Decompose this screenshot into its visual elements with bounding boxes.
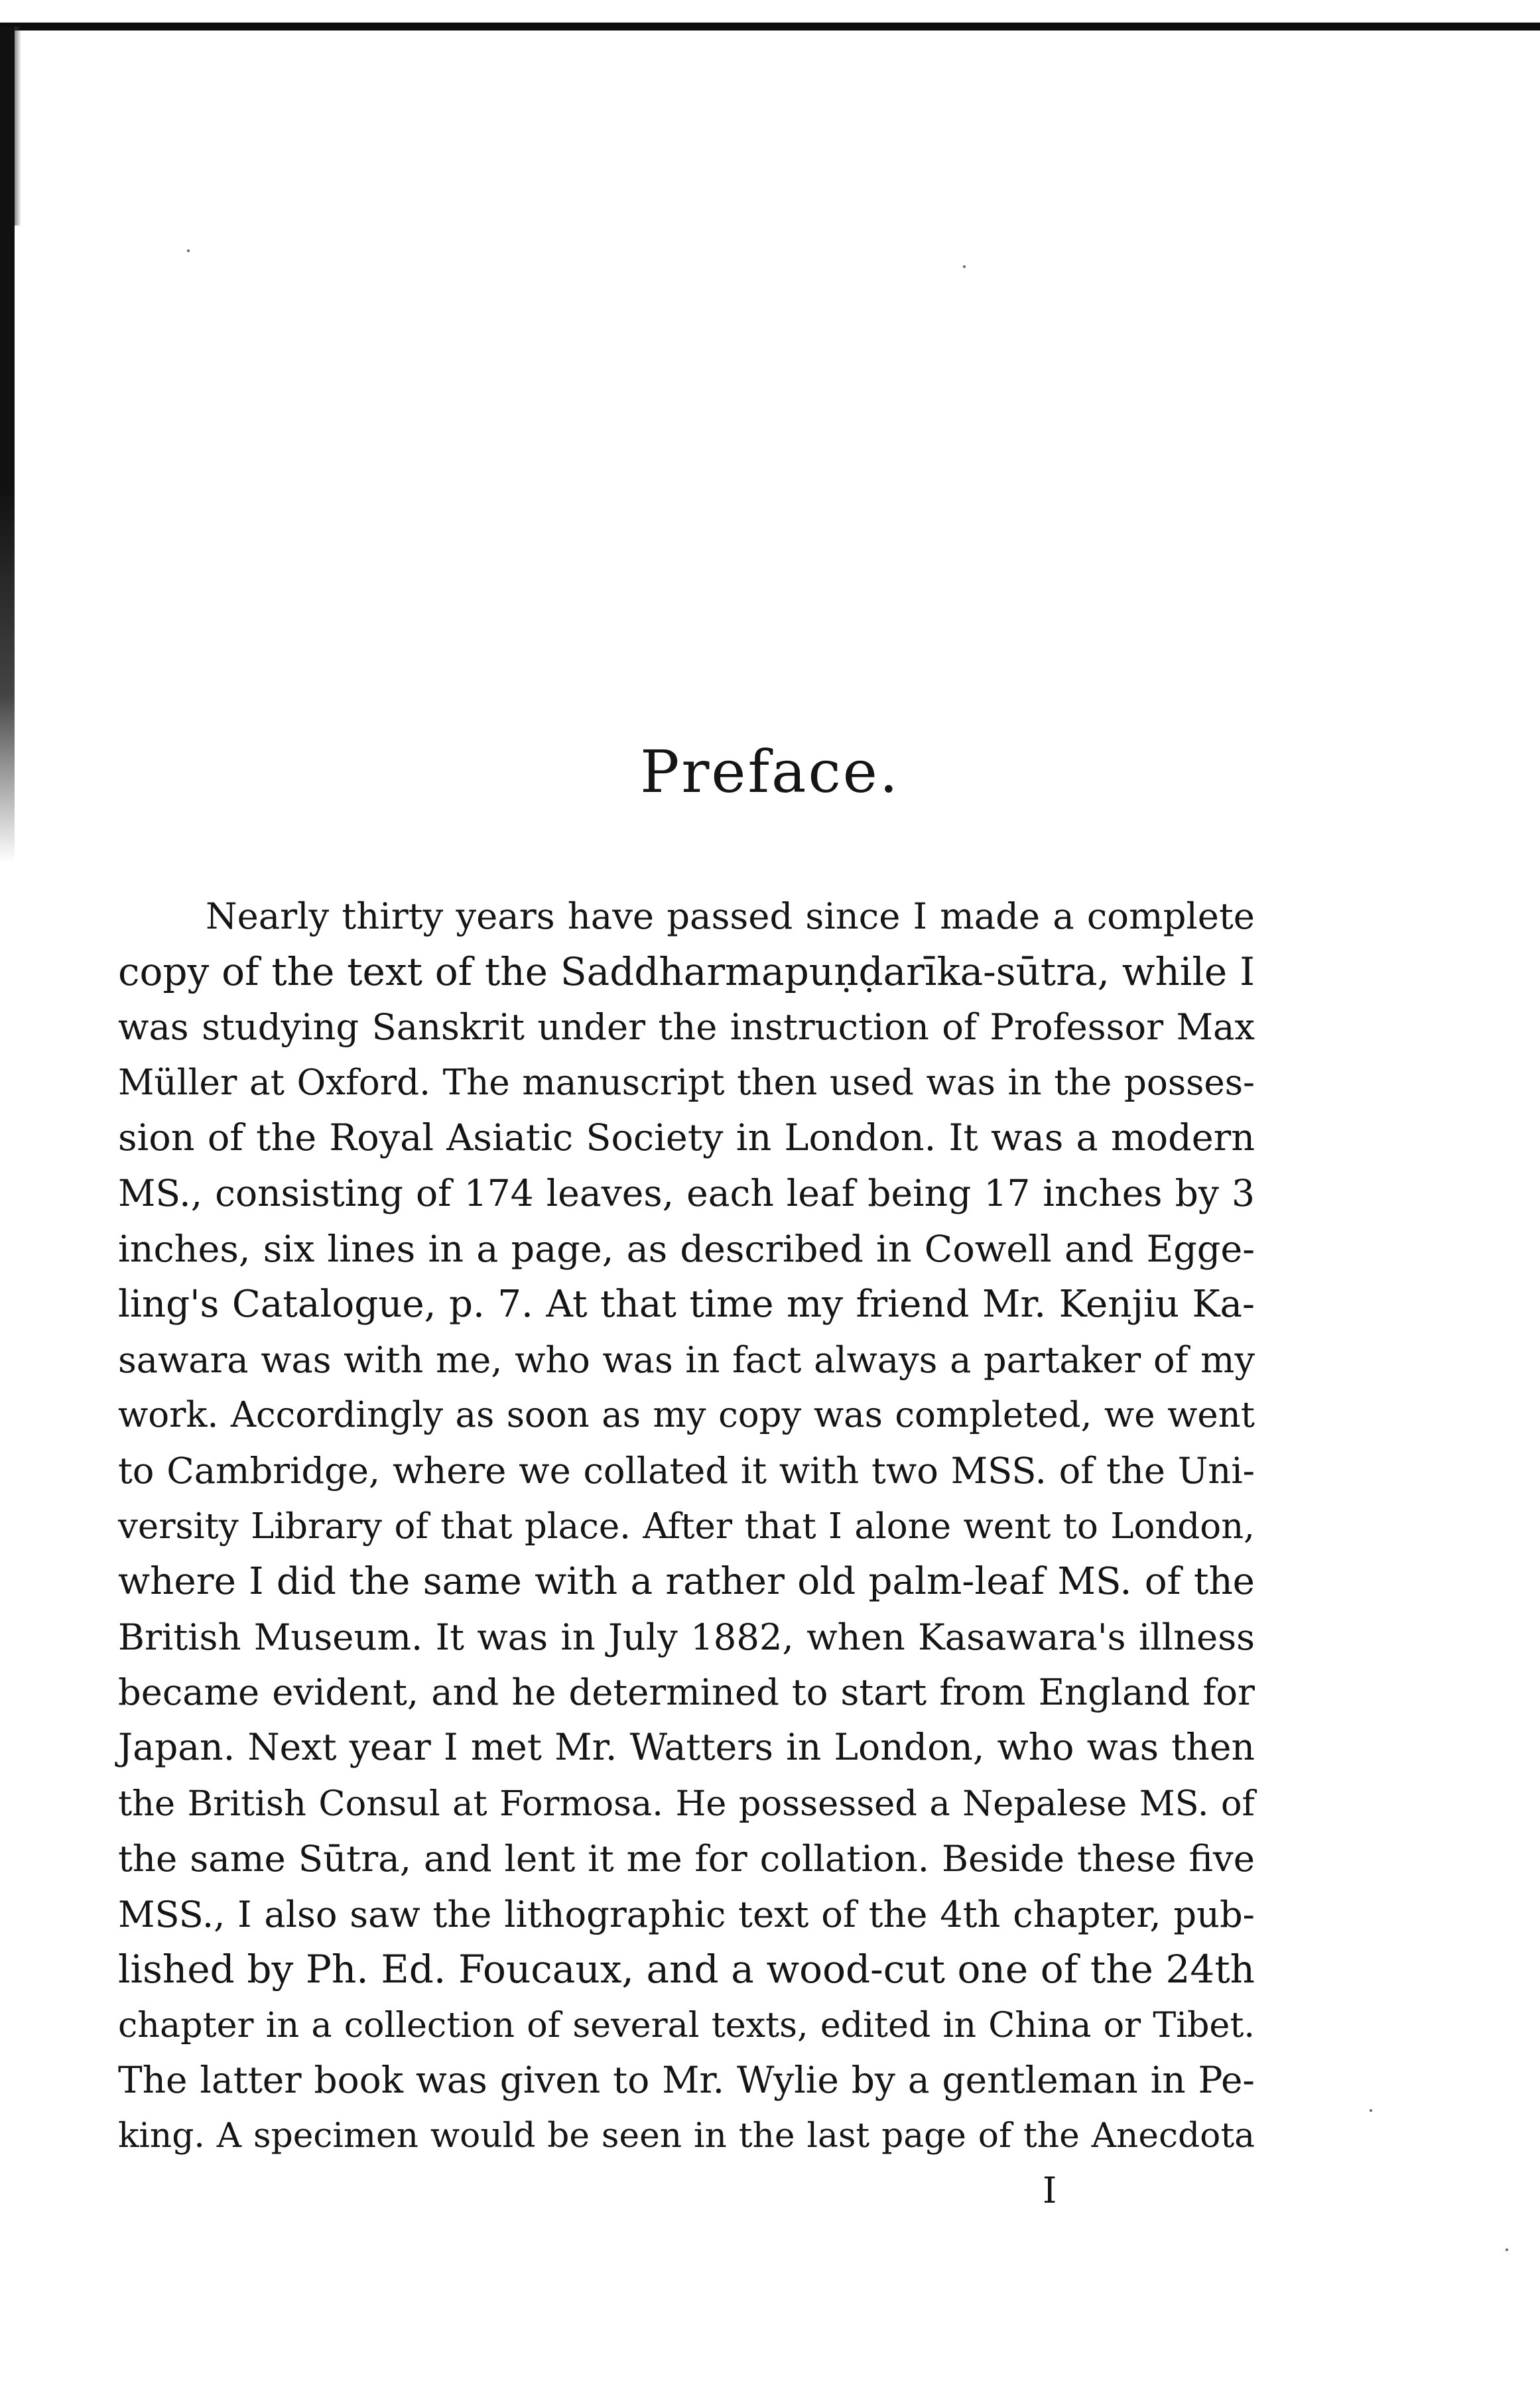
body-line: was studying Sanskrit under the instruction of Professor Max (118, 1006, 1255, 1049)
scan-speck (187, 249, 190, 252)
body-line: sawara was with me, who was in fact always a partaker of my (118, 1338, 1255, 1381)
scan-left-edge-shadow (0, 27, 15, 862)
scan-top-border (0, 23, 1540, 31)
body-line: chapter in a collection of several texts, edited in China or Tibet. (118, 2004, 1255, 2045)
body-line: MSS., I also saw the lithographic text of the 4th chapter, pub- (118, 1893, 1255, 1935)
body-line: Müller at Oxford. The manuscript then used was in the posses- (118, 1061, 1255, 1103)
body-line: inches, six lines in a page, as described in Cowell and Egge- (118, 1227, 1255, 1271)
body-line: king. A specimen would be seen in the last page of the Anecdota (118, 2116, 1255, 2156)
body-line: to Cambridge, where we collated it with two MSS. of the Uni- (118, 1449, 1255, 1492)
body-line: the same Sūtra, and lent it me for collation. Beside these five (118, 1837, 1255, 1880)
body-line: The latter book was given to Mr. Wylie by a gentleman in Pe- (118, 2059, 1255, 2102)
body-line: the British Consul at Formosa. He possessed a Nepalese MS. of (118, 1783, 1255, 1824)
scan-speck (963, 265, 966, 268)
body-line: sion of the Royal Asiatic Society in London. It was a modern (118, 1116, 1255, 1160)
body-line: MS., consisting of 174 leaves, each leaf being 17 inches by 3 (118, 1171, 1255, 1214)
page-number: I (1043, 2170, 1057, 2211)
body-line: Japan. Next year I met Mr. Watters in London, who was then (118, 1726, 1255, 1769)
body-line: British Museum. It was in July 1882, when Kasawara's illness (118, 1616, 1255, 1658)
body-line: Nearly thirty years have passed since I made a complete (206, 895, 1255, 937)
body-line: where I did the same with a rather old palm-leaf MS. of the (118, 1560, 1255, 1604)
body-line: work. Accordingly as soon as my copy was completed, we went (118, 1395, 1255, 1436)
scan-speck (1370, 2109, 1372, 2112)
body-line: ling's Catalogue, p. 7. At that time my friend Mr. Kenjiu Ka- (118, 1283, 1255, 1327)
body-line: lished by Ph. Ed. Foucaux, and a wood-cut one of the 24th (118, 1947, 1255, 1992)
page-title: Preface. (640, 738, 900, 806)
body-line: versity Library of that place. After that I alone went to London, (118, 1506, 1255, 1547)
preface-body (118, 889, 1255, 2164)
scan-speck (1506, 2248, 1508, 2251)
body-line: became evident, and he determined to start from England for (118, 1671, 1255, 1714)
scan-left-edge-fade (15, 27, 21, 226)
body-line: copy of the text of the Saddharmapuṇḍarīka-sūtra, while I (118, 948, 1255, 994)
